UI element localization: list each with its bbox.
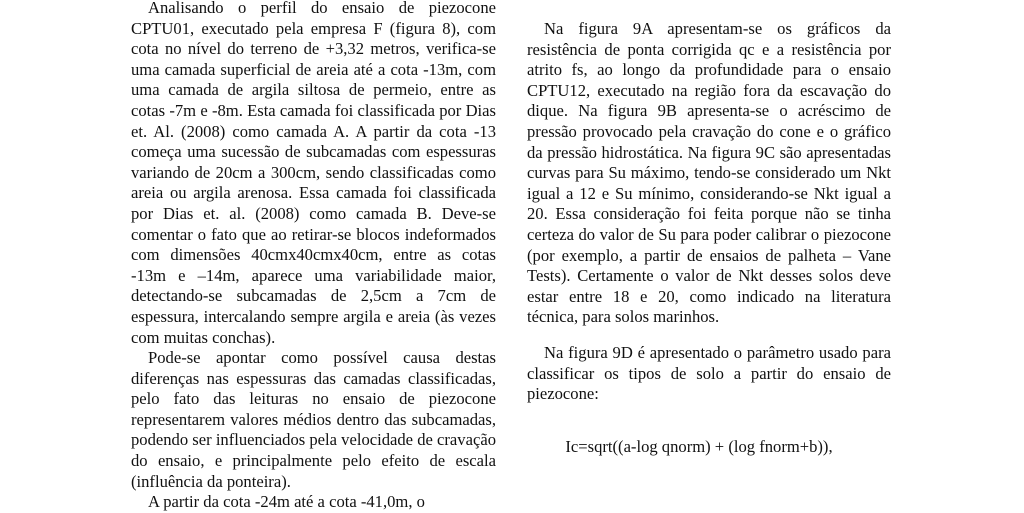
left-column bbox=[131, 0, 496, 513]
paragraph-cptu01-profile: Analisando o perfil do ensaio de piezocone CPTU01, executado pela empresa F (figura 8), com cota no nível do terreno de +3,32 metros, verifica-se uma camada superficial de areia até a cota -13m, com uma camada de argila siltosa de permeio, entre as cotas -7m e -8m. Esta camada foi classificada por Dias et. Al. (2008) como camada A. A partir da cota -13 começa uma sucessão de subcamadas com espessuras variando de 20cm a 300cm, sendo classificadas como areia ou argila arenosa. Essa camada foi classificada por Dias et. al. (2008) como camada B. Deve-se comentar o fato que ao retirar-se blocos indeformados com dimensões 40cmx40cmx40cm, entre as cotas -13m e –14m, aparece uma variabilidade maior, detectando-se subcamadas de 2,5cm a 7cm de espessura, intercalando sempre argila e areia (às vezes com muitas conchas). bbox=[131, 0, 496, 347]
right-column bbox=[527, 19, 891, 405]
paragraph-figure-9d: Na figura 9D é apresentado o parâmetro usado para classificar os tipos de solo a partir do ensaio de piezocone: bbox=[527, 342, 891, 404]
paragraph-thickness-differences: Pode-se apontar como possível causa destas diferenças nas espessuras das camadas classificadas, pelo fato das leituras no ensaio de piezocone representarem valores médios dentro das subcamadas, podendo ser influenciados pela velocidade de cravação do ensaio, e principalmente pelo efeito de escala (influência da ponteira). bbox=[131, 348, 496, 491]
paragraph-cota-24m: A partir da cota -24m até a cota -41,0m, o bbox=[148, 492, 425, 512]
paragraph-figure-9a: Na figura 9A apresentam-se os gráficos da resistência de ponta corrigida qc e a resistência por atrito fs, ao longo da profundidade para o ensaio CPTU12, executado na região fora da escavação do dique. Na figura 9B apresenta-se o acréscimo de pressão provocado pela cravação do cone e o gráfico da pressão hidrostática. Na figura 9C são apresentadas curvas para Su máximo, tendo-se considerado um Nkt igual a 12 e Su mínimo, considerando-se Nkt igual a 20. Essa consideração foi feita porque não se tinha certeza do valor de Su para poder calibrar o piezocone (por exemplo, a partir de ensaios de palheta – Vane Tests). Certamente o valor de Nkt desses solos deve estar entre 18 e 20, como indicado na literatura técnica, para solos marinhos. bbox=[527, 19, 891, 327]
formula-ic: Ic=sqrt((a-log qnorm) + (log fnorm+b)), bbox=[565, 437, 833, 456]
